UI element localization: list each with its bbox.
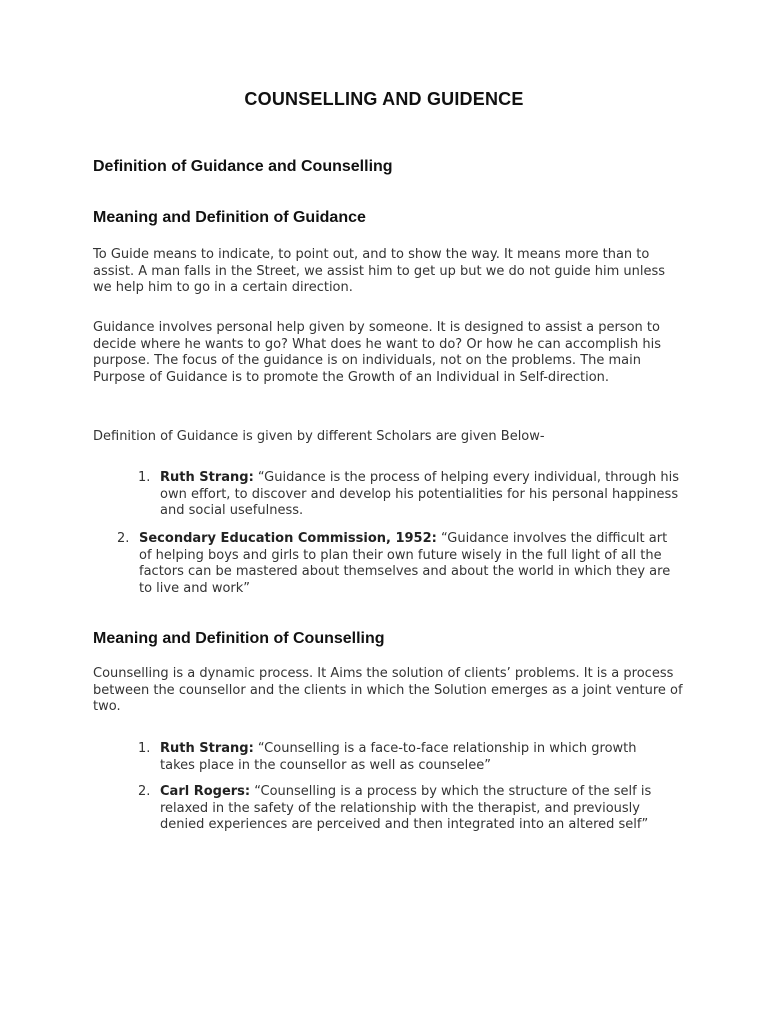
counselling-heading: Meaning and Definition of Counselling <box>93 630 385 647</box>
list-item-author: Ruth Strang: <box>160 470 254 485</box>
list-item-author: Carl Rogers: <box>160 784 251 799</box>
guidance-heading: Meaning and Definition of Guidance <box>93 209 366 226</box>
list-item-quote: “Guidance involves the difficult art of helping boys and girls to plan their own future wisely in the full light of all the factors can be mastered about themselves and about the world in which they are to live and work” <box>139 531 671 596</box>
list-item-author: Secondary Education Commission, 1952: <box>139 531 437 546</box>
list-item-quote: “Guidance is the process of helping every individual, through his own effort, to discover and develop his potentialities for his personal happiness and social usefulness. <box>160 470 679 519</box>
list-item-text <box>139 531 679 597</box>
list-item-text <box>160 784 685 834</box>
list-item-quote: “Counselling is a face-to-face relationship in which growth takes place in the counsellor as well as counselee” <box>160 741 637 773</box>
main-heading: Definition of Guidance and Counselling <box>93 158 393 175</box>
counselling-paragraph-1: Counselling is a dynamic process. It Aims the solution of clients’ problems. It is a process between the counsellor and the clients in which the Solution emerges as a joint venture of two. <box>93 666 683 715</box>
list-number: 2. <box>117 531 130 546</box>
list-item-author: Ruth Strang: <box>160 741 254 756</box>
guidance-paragraph-3: Definition of Guidance is given by different Scholars are given Below- <box>93 429 545 444</box>
list-number: 2. <box>138 784 151 799</box>
list-number: 1. <box>138 741 151 756</box>
guidance-paragraph-1: To Guide means to indicate, to point out, and to show the way. It means more than to assist. A man falls in the Street, we assist him to get up but we do not guide him unless we help him to go in a certain direction. <box>93 247 666 296</box>
guidance-paragraph-2: Guidance involves personal help given by someone. It is designed to assist a person to decide where he wants to go? What does he want to do? Or how he can accomplish his purpose. The focus of the guidance is on individuals, not on the problems. The main Purpose of Guidance is to promote the Growth of an Individual in Self-direction. <box>93 320 661 385</box>
list-item-text <box>160 470 680 520</box>
list-number: 1. <box>138 470 151 485</box>
document-title: COUNSELLING AND GUIDENCE <box>244 89 524 109</box>
list-item-quote: “Counselling is a process by which the structure of the self is relaxed in the safety of the relationship with the therapist, and previously denied experiences are perceived and then integrated into an altered self” <box>160 784 652 833</box>
list-item-text <box>160 741 660 774</box>
